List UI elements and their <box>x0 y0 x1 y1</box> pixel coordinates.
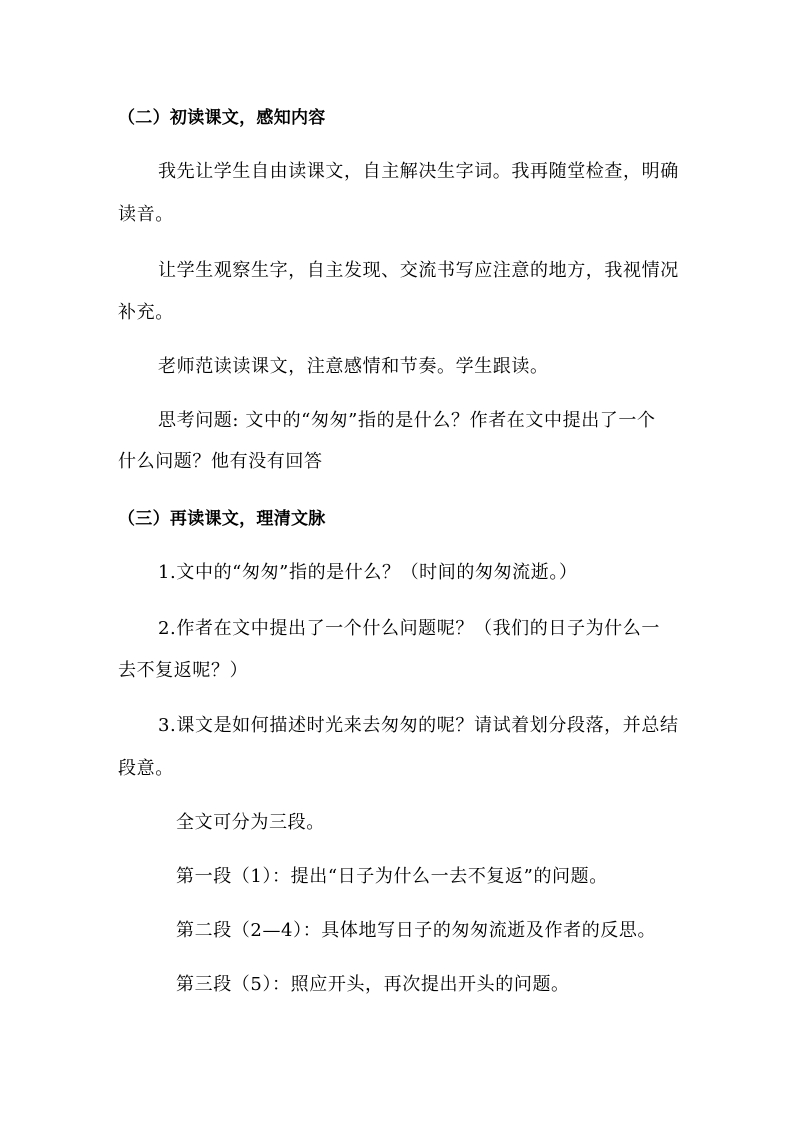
structure-line: 第二段（2—4）：具体地写日子的匆匆流逝及作者的反思。 <box>176 920 657 941</box>
paragraph-line: 我先让学生自由读课文，自主解决生字词。我再随堂检查，明确 <box>158 161 679 182</box>
structure-line: 第三段（5）：照应开头，再次提出开头的问题。 <box>176 974 570 995</box>
structure-line: 第一段（1）：提出“日子为什么一去不复返”的问题。 <box>176 866 608 887</box>
paragraph-line: 思考问题: 文中的“匆匆”指的是什么？作者在文中提出了一个 <box>158 410 656 431</box>
list-item-line: 1.文中的“匆匆”指的是什么？（时间的匆匆流逝。） <box>158 562 578 583</box>
list-item-line: 2.作者在文中提出了一个什么问题呢？（我们的日子为什么一 <box>158 618 660 639</box>
list-item-line: 去不复返呢？） <box>118 660 249 681</box>
paragraph-line: 让学生观察生字，自主发现、交流书写应注意的地方，我视情况 <box>158 260 679 281</box>
section-heading: （二）初读课文，感知内容 <box>118 108 326 128</box>
paragraph-line: 读音。 <box>118 204 174 225</box>
section-heading: （三）再读课文，理清文脉 <box>118 509 326 529</box>
paragraph-line: 什么问题？他有没有回答 <box>118 451 323 472</box>
list-item-line: 3.课文是如何描述时光来去匆匆的呢？请试着划分段落，并总结 <box>158 715 679 736</box>
structure-line: 全文可分为三段。 <box>176 812 325 833</box>
paragraph-line: 补充。 <box>118 302 174 323</box>
paragraph-line: 老师范读读课文，注意感情和节奏。学生跟读。 <box>158 356 549 377</box>
list-item-line: 段意。 <box>118 758 174 779</box>
